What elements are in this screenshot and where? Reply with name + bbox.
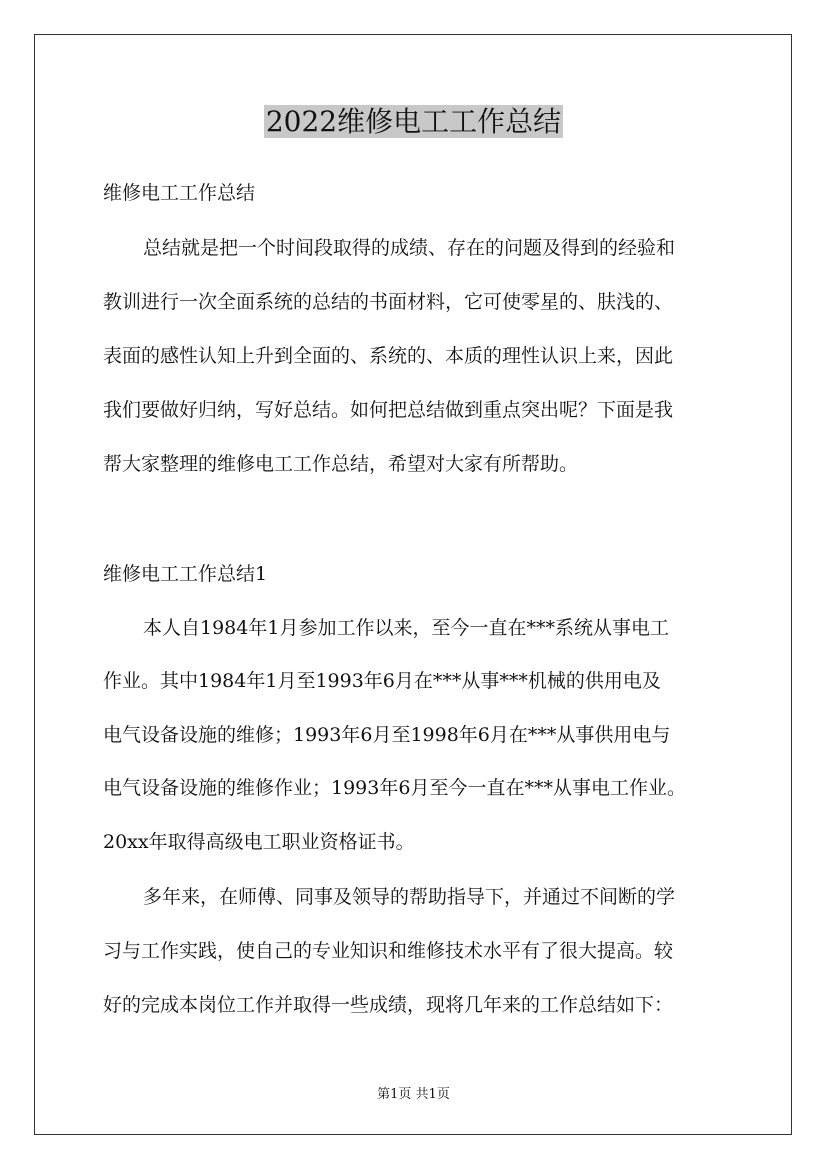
intro-line: 表面的感性认知上升到全面的、系统的、本质的理性认识上来，因此 — [103, 345, 674, 367]
paragraph-line: 作业。其中1984年1月至1993年6月在***从事***机械的供用电及 — [103, 670, 661, 692]
intro-line: 帮大家整理的维修电工工作总结，希望对大家有所帮助。 — [103, 453, 579, 475]
paragraph-line: 本人自1984年1月参加工作以来，至今一直在***系统从事电工 — [143, 617, 669, 639]
intro-line: 教训进行一次全面系统的总结的书面材料，它可使零星的、肤浅的、 — [103, 291, 674, 313]
paragraph-line: 好的完成本岗位工作并取得一些成绩，现将几年来的工作总结如下： — [103, 994, 674, 1016]
page-footer: 第1页 共1页 — [377, 1087, 450, 1102]
subtitle: 维修电工工作总结 — [103, 182, 256, 204]
paragraph-line: 20xx年取得高级电工职业资格证书。 — [103, 831, 415, 853]
intro-line: 总结就是把一个时间段取得的成绩、存在的问题及得到的经验和 — [143, 237, 676, 259]
document-title: 2022维修电工工作总结 — [265, 105, 562, 138]
intro-line: 我们要做好归纳，写好总结。如何把总结做到重点突出呢？下面是我 — [103, 399, 674, 421]
paragraph-line: 多年来，在师傅、同事及领导的帮助指导下，并通过不间断的学 — [143, 886, 676, 908]
paragraph-line: 习与工作实践，使自己的专业知识和维修技术水平有了很大提高。较 — [103, 940, 674, 962]
paragraph-line: 电气设备设施的维修；1993年6月至1998年6月在***从事供用电与 — [103, 724, 671, 746]
section-heading: 维修电工工作总结1 — [103, 563, 268, 585]
paragraph-line: 电气设备设施的维修作业；1993年6月至今一直在***从事电工作业。 — [103, 777, 686, 799]
